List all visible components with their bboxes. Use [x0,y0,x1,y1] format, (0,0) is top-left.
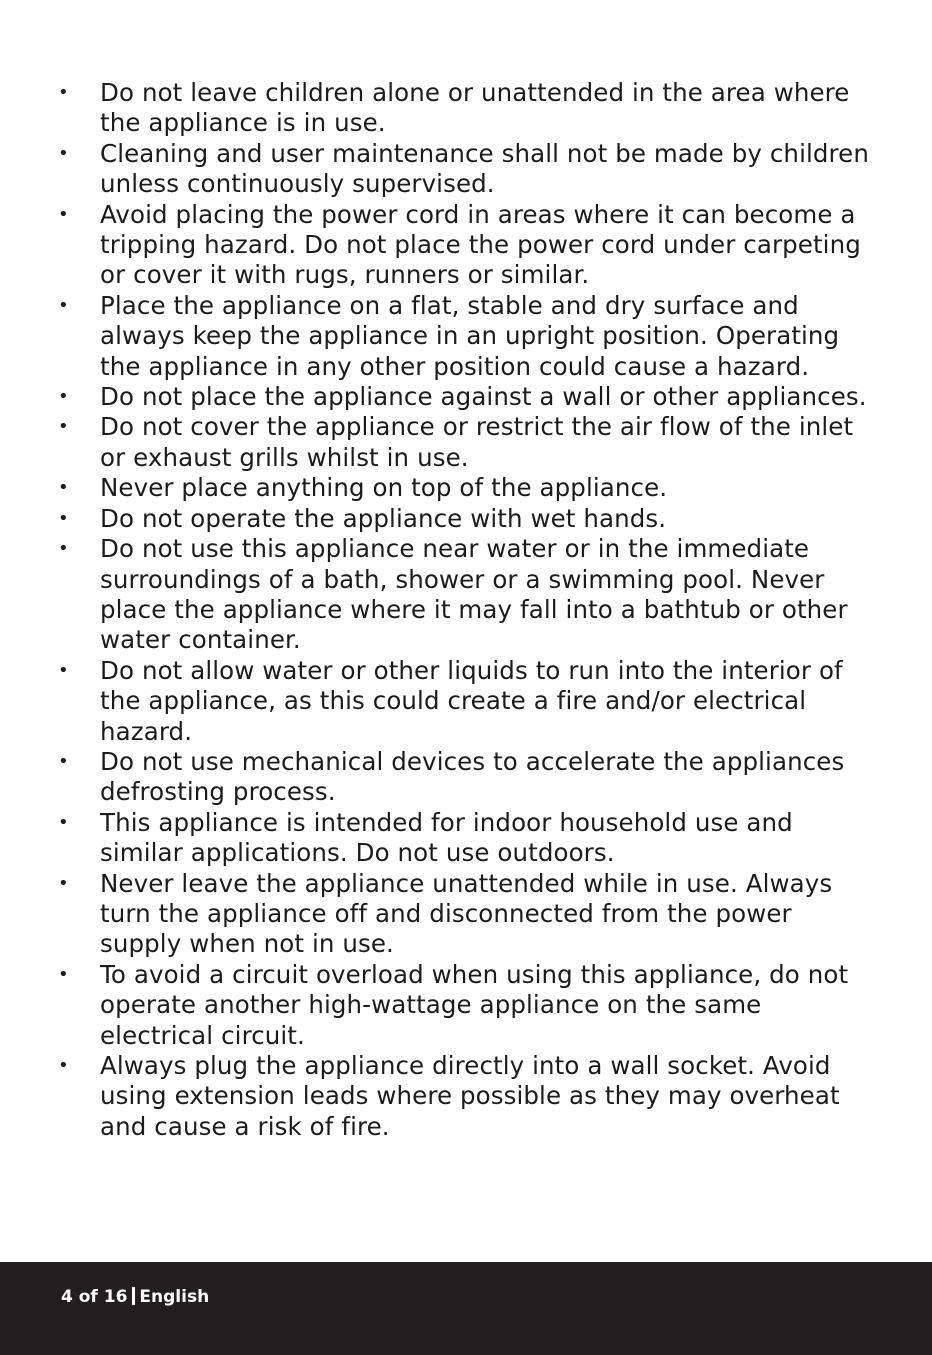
list-item-text: Do not use mechanical devices to accelerate the appliances defrosting process. [100,746,845,807]
list-item [0,656,932,747]
list-item-text: Never place anything on top of the appliance. [100,473,668,503]
list-item [0,382,932,412]
list-item-text: Avoid placing the power cord in areas where it can become a tripping hazard. Do not place the power cord under carpeting or cover it with rugs, runners or similar. [100,199,861,290]
list-item-text: To avoid a circuit overload when using this appliance, do not operate another high-wattage appliance on the same electrical circuit. [100,959,849,1050]
list-item-text: Do not allow water or other liquids to run into the interior of the appliance, as this could create a fire and/or electrical hazard. [100,655,843,746]
page-indicator: 4 of 16 [61,1287,128,1307]
list-item [0,291,932,382]
bullet-icon: • [58,386,69,408]
safety-list [0,78,932,1142]
page-footer [0,1262,932,1355]
list-item-text: This appliance is intended for indoor household use and similar applications. Do not use outdoors. [100,807,793,868]
list-item-text: Do not leave children alone or unattended in the area where the appliance is in use. [100,78,850,138]
list-item [0,504,932,534]
bullet-icon: • [58,82,69,103]
bullet-icon: • [58,416,69,438]
bullet-icon: • [58,142,69,164]
bullet-icon: • [58,294,69,316]
list-item [0,960,932,1051]
bullet-icon: • [58,1055,69,1076]
language-label: English [139,1287,210,1307]
list-item [0,200,932,291]
bullet-icon: • [58,963,69,985]
list-item [0,534,932,656]
list-item-text: Always plug the appliance directly into a wall socket. Avoid using extension leads where possible as they may overheat and cause a risk of fire. [100,1051,840,1141]
separator-divider [132,1287,135,1305]
list-item-text: Never leave the appliance unattended while in use. Always turn the appliance off and disconnected from the power supply when not in use. [100,868,833,959]
list-item-text: Place the appliance on a flat, stable and dry surface and always keep the appliance in an upright position. Operating the appliance in any other position could cause a hazard. [100,290,840,381]
bullet-icon: • [58,203,69,225]
list-item [0,869,932,960]
bullet-icon: • [58,872,69,894]
list-item [0,747,932,808]
bullet-icon: • [58,811,69,833]
safety-instructions [0,78,932,1142]
list-item [0,473,932,503]
list-item [0,1051,932,1142]
list-item-text: Do not cover the appliance or restrict the air flow of the inlet or exhaust grills whilst in use. [100,412,854,472]
list-item-text: Do not place the appliance against a wall or other appliances. [100,382,867,412]
footer-label [61,1286,209,1308]
bullet-icon: • [58,750,69,772]
bullet-icon: • [58,538,69,560]
list-item-text: Do not use this appliance near water or in the immediate surroundings of a bath, shower or a swimming pool. Never place the appliance where it may fall into a bathtub or other water container. [100,534,848,655]
list-item [0,78,932,139]
bullet-icon: • [58,477,69,499]
list-item [0,412,932,473]
bullet-icon: • [58,507,69,529]
bullet-icon: • [58,659,69,681]
list-item [0,139,932,200]
list-item-text: Do not operate the appliance with wet hands. [100,503,667,533]
list-item-text: Cleaning and user maintenance shall not be made by children unless continuously supervised. [100,138,869,199]
list-item [0,808,932,869]
